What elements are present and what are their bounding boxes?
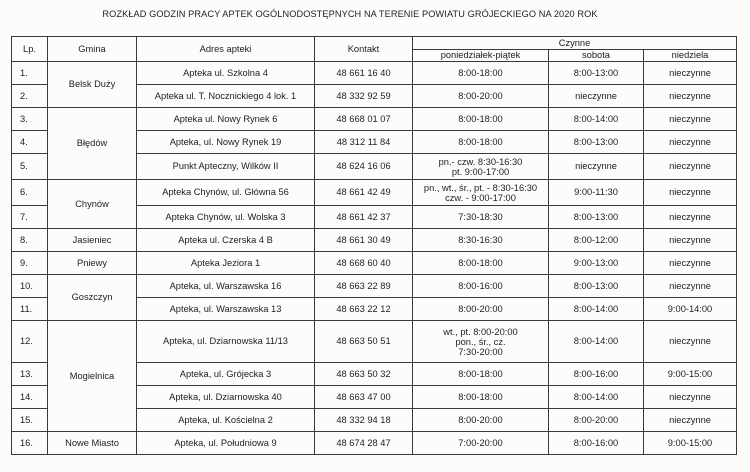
cell-gmina: Mogielnica: [48, 321, 137, 432]
cell-sobota: 9:00-13:00: [549, 252, 644, 275]
cell-niedziela: nieczynne: [644, 386, 737, 409]
header-kontakt: Kontakt: [315, 37, 413, 62]
cell-gmina: Błędów: [48, 108, 137, 180]
cell-niedziela: 9:00-14:00: [644, 298, 737, 321]
cell-adres: Apteka, ul. Kościelna 2: [137, 409, 315, 432]
cell-adres: Apteka, ul. Warszawska 13: [137, 298, 315, 321]
cell-niedziela: 9:00-15:00: [644, 432, 737, 455]
table-row: [12, 252, 737, 275]
table-row: [12, 62, 737, 85]
cell-niedziela: nieczynne: [644, 409, 737, 432]
cell-adres: Apteka, ul. Nowy Rynek 19: [137, 131, 315, 154]
cell-lp: 4.: [12, 131, 48, 154]
cell-sobota: 8:00-14:00: [549, 108, 644, 131]
cell-sobota: 8:00-13:00: [549, 275, 644, 298]
header-lp: Lp.: [12, 37, 48, 62]
header-niedziela: niedziela: [644, 50, 737, 62]
cell-sobota: nieczynne: [549, 85, 644, 108]
cell-kontakt: 48 668 60 40: [315, 252, 413, 275]
cell-niedziela: nieczynne: [644, 229, 737, 252]
cell-kontakt: 48 663 22 12: [315, 298, 413, 321]
cell-adres: Apteka ul. Szkolna 4: [137, 62, 315, 85]
cell-kontakt: 48 663 47 00: [315, 386, 413, 409]
cell-adres: Apteka, ul. Grójecka 3: [137, 363, 315, 386]
table-row: [12, 229, 737, 252]
cell-pon-pt: 8:00-18:00: [413, 252, 549, 275]
cell-sobota: 8:00-13:00: [549, 206, 644, 229]
cell-lp: 12.: [12, 321, 48, 363]
cell-lp: 1.: [12, 62, 48, 85]
cell-adres: Apteka, ul. Południowa 9: [137, 432, 315, 455]
cell-adres: Punkt Apteczny, Wilków II: [137, 154, 315, 180]
cell-pon-pt: 8:00-18:00: [413, 363, 549, 386]
cell-adres: Apteka, ul. Dziarnowska 40: [137, 386, 315, 409]
cell-lp: 8.: [12, 229, 48, 252]
header-czynne: Czynne: [413, 37, 737, 50]
cell-kontakt: 48 312 11 84: [315, 131, 413, 154]
cell-pon-pt: 8:00-20:00: [413, 85, 549, 108]
cell-gmina: Jasieniec: [48, 229, 137, 252]
cell-kontakt: 48 663 50 51: [315, 321, 413, 363]
cell-niedziela: nieczynne: [644, 108, 737, 131]
cell-pon-pt: 8:00-16:00: [413, 275, 549, 298]
cell-gmina: Goszczyn: [48, 275, 137, 321]
cell-kontakt: 48 663 22 89: [315, 275, 413, 298]
cell-adres: Apteka Chynów, ul. Wolska 3: [137, 206, 315, 229]
cell-sobota: 8:00-12:00: [549, 229, 644, 252]
cell-pon-pt: 8:00-18:00: [413, 108, 549, 131]
cell-niedziela: nieczynne: [644, 206, 737, 229]
pharmacy-hours-table: [11, 36, 737, 455]
cell-niedziela: nieczynne: [644, 180, 737, 206]
cell-pon-pt: 7:00-20:00: [413, 432, 549, 455]
cell-gmina: Nowe Miasto: [48, 432, 137, 455]
cell-lp: 10.: [12, 275, 48, 298]
cell-lp: 3.: [12, 108, 48, 131]
cell-kontakt: 48 661 42 37: [315, 206, 413, 229]
cell-kontakt: 48 661 16 40: [315, 62, 413, 85]
header-adres: Adres apteki: [137, 37, 315, 62]
cell-pon-pt: pn., wt., śr., pt. - 8:30-16:30 czw. - 9:00-17:00: [413, 180, 549, 206]
cell-gmina: Belsk Duży: [48, 62, 137, 108]
cell-lp: 15.: [12, 409, 48, 432]
cell-pon-pt: 8:00-18:00: [413, 62, 549, 85]
cell-pon-pt: 8:00-20:00: [413, 298, 549, 321]
cell-adres: Apteka ul. T. Nocznickiego 4 lok. 1: [137, 85, 315, 108]
cell-kontakt: 48 624 16 06: [315, 154, 413, 180]
cell-lp: 14.: [12, 386, 48, 409]
cell-pon-pt: 8:30-16:30: [413, 229, 549, 252]
cell-sobota: 9:00-11:30: [549, 180, 644, 206]
cell-niedziela: 9:00-15:00: [644, 363, 737, 386]
cell-niedziela: nieczynne: [644, 321, 737, 363]
cell-adres: Apteka Jeziora 1: [137, 252, 315, 275]
cell-kontakt: 48 661 30 49: [315, 229, 413, 252]
cell-lp: 2.: [12, 85, 48, 108]
cell-niedziela: nieczynne: [644, 275, 737, 298]
cell-sobota: 8:00-20:00: [549, 409, 644, 432]
cell-kontakt: 48 663 50 32: [315, 363, 413, 386]
table-row: [12, 275, 737, 298]
cell-lp: 11.: [12, 298, 48, 321]
cell-pon-pt: 8:00-18:00: [413, 131, 549, 154]
header-sobota: sobota: [549, 50, 644, 62]
table-row: [12, 321, 737, 363]
cell-adres: Apteka Chynów, ul. Główna 56: [137, 180, 315, 206]
cell-niedziela: nieczynne: [644, 252, 737, 275]
table-row: [12, 180, 737, 206]
cell-adres: Apteka, ul. Dziarnowska 11/13: [137, 321, 315, 363]
cell-lp: 9.: [12, 252, 48, 275]
cell-sobota: 8:00-14:00: [549, 386, 644, 409]
cell-sobota: 8:00-14:00: [549, 321, 644, 363]
cell-pon-pt: 7:30-18:30: [413, 206, 549, 229]
header-pon-pt: poniedziałek-piątek: [413, 50, 549, 62]
cell-niedziela: nieczynne: [644, 62, 737, 85]
cell-lp: 7.: [12, 206, 48, 229]
cell-pon-pt: 8:00-18:00: [413, 386, 549, 409]
cell-sobota: 8:00-13:00: [549, 131, 644, 154]
cell-gmina: Pniewy: [48, 252, 137, 275]
cell-kontakt: 48 332 92 59: [315, 85, 413, 108]
table-row: [12, 432, 737, 455]
table-row: [12, 108, 737, 131]
cell-niedziela: nieczynne: [644, 154, 737, 180]
cell-kontakt: 48 674 28 47: [315, 432, 413, 455]
document-title: ROZKŁAD GODZIN PRACY APTEK OGÓLNODOSTĘPNYCH NA TERENIE POWIATU GRÓJECKIEGO NA 2020 ROK: [102, 9, 598, 19]
cell-lp: 13.: [12, 363, 48, 386]
cell-lp: 16.: [12, 432, 48, 455]
cell-pon-pt: wt., pt. 8:00-20:00 pon., śr., cz. 7:30-20:00: [413, 321, 549, 363]
cell-adres: Apteka ul. Nowy Rynek 6: [137, 108, 315, 131]
cell-pon-pt: 8:00-20:00: [413, 409, 549, 432]
cell-sobota: 8:00-14:00: [549, 298, 644, 321]
cell-adres: Apteka, ul. Warszawska 16: [137, 275, 315, 298]
header-gmina: Gmina: [48, 37, 137, 62]
cell-pon-pt: pn.- czw. 8:30-16:30 pt. 9:00-17:00: [413, 154, 549, 180]
cell-adres: Apteka ul. Czerska 4 B: [137, 229, 315, 252]
cell-lp: 5.: [12, 154, 48, 180]
cell-niedziela: nieczynne: [644, 85, 737, 108]
cell-kontakt: 48 332 94 18: [315, 409, 413, 432]
cell-sobota: 8:00-16:00: [549, 363, 644, 386]
cell-kontakt: 48 661 42 49: [315, 180, 413, 206]
cell-sobota: 8:00-16:00: [549, 432, 644, 455]
cell-gmina: Chynów: [48, 180, 137, 229]
cell-sobota: 8:00-13:00: [549, 62, 644, 85]
cell-kontakt: 48 668 01 07: [315, 108, 413, 131]
cell-lp: 6.: [12, 180, 48, 206]
cell-sobota: nieczynne: [549, 154, 644, 180]
cell-niedziela: nieczynne: [644, 131, 737, 154]
